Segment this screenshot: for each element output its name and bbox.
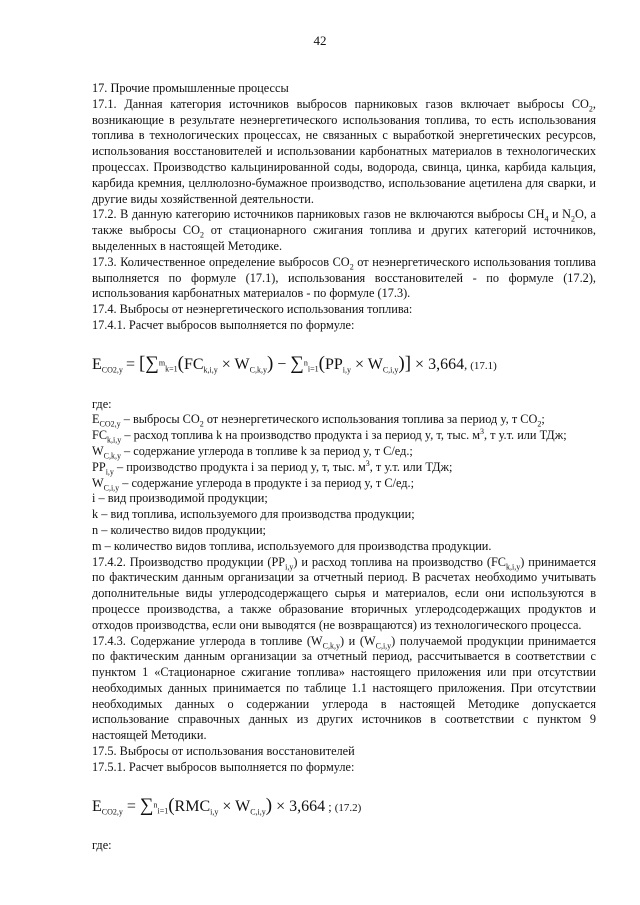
where-label: где: <box>92 396 112 411</box>
document-body <box>86 81 596 854</box>
definition-i: i – вид производимой продукции; <box>92 491 268 506</box>
paragraph-17-4-2: 17.4.2. Производство продукции $(PP_{i,y})$ и расход топлива на производство $(FC_{k,i,y})$ принимается по фактическим данным организации за отчетный период. В расчетах необходимо учитывать дополнительные виды углеродсодержащего сырья и материалов, если они используются в процессе производства, а также образование вторичных углеродсодержащих продуктов и отходов производства, если они выводятся (не возвращаются) из технологического процесса. <box>92 554 596 632</box>
definition-fc: $FC_{k,i,y}$ – расход топлива k на производство продукта i за период y, т, тыс. $м^3$, т у.т. или ТДж; <box>92 427 567 445</box>
paragraph-17-5-1: 17.5.1. Расчет выбросов выполняется по формуле: <box>92 759 355 774</box>
paragraph-17-5: 17.5. Выбросы от использования восстановителей <box>92 744 355 759</box>
section-17-title: 17. Прочие промышленные процессы <box>92 81 289 95</box>
page-number: 42 <box>313 33 327 48</box>
paragraph-17-3: 17.3. Количественное определение выбросов $CO_2$ от неэнергетического использования топлива выполняется по формуле (17.1), использования восстановителей - по формуле (17.2), использования карбонатных материалов - по формуле (17.3). <box>92 254 596 301</box>
paragraph-17-4-3: 17.4.3. Содержание углерода в топливе $(W_{C,k,y})$ и $(W_{C,i,y})$ получаемой продукции принимается по фактическим данным организации за отчетный период, рассчитывается в соответствии с пунктом 1 «Стационарное сжигание топлива» настоящего приложения или при отсутствии необходимых данных принимается по таблице 1.1 настоящего приложения. При отсутствии необходимых данных о содержании углерода в настоящей Методике допускается использование справочных данных из других источников в соответствии с пунктом 9 настоящей Методики. <box>92 633 597 743</box>
definition-k: k – вид топлива, используемого для производства продукции; <box>92 507 415 522</box>
definition-wci: $W_{C,i,y}$ – содержание углерода в продукте i за период y, т С/ед.; <box>92 475 415 492</box>
formula-17-2: $E_{CO2,y} = \sum^n_{i=1}(RMC_{i,y} \times W_{C,i,y}) \times 3,664$ ; (17.2) <box>92 794 362 817</box>
definition-m: m – количество видов топлива, используемого для производства продукции. <box>92 538 492 553</box>
paragraph-17-4-1: 17.4.1. Расчет выбросов выполняется по формуле: <box>92 317 355 332</box>
where-label-2: где: <box>92 838 112 853</box>
definition-wck: $W_{C,k,y}$ – содержание углерода в топливе k за период y, т С/ед.; <box>92 443 413 461</box>
paragraph-17-4: 17.4. Выбросы от неэнергетического использования топлива: <box>92 302 413 317</box>
formula-17-1: $E_{CO2,y} = [\sum^m_{k=1}(FC_{k,i,y} \times W_{C,k,y}) - \sum^n_{i=1}(PP_{i,y} \times W_{C,i,y})] \times 3,664$, (17.1) <box>92 352 497 375</box>
definition-eco2: $E_{CO2,y}$ – выбросы $CO_2$ от неэнергетического использования топлива за период y, т $CO_2$; <box>92 412 545 429</box>
definition-pp: $PP_{i,y}$ – производство продукта i за период y, т, тыс. $м^3$, т у.т. или ТДж; <box>92 458 453 477</box>
paragraph-17-2: 17.2. В данную категорию источников парниковых газов не включаются выбросы $CH_4$ и $N_2O$, а также выбросы $CO_2$ от стационарного сжигания топлива и других категорий источников, выделенных в настоящей Методике. <box>92 207 596 253</box>
paragraph-17-1: 17.1. Данная категория источников выбросов парниковых газов включает выбросы $CO_2$, возникающие в результате неэнергетического использования топлива, то есть использования топлива в технологических процессах, не связанных с выработкой энергетических ресурсов, использования восстановителей и использовании карбонатных материалов в технологических процессах. Производство кальцинированной соды, водорода, свинца, цинка, карбида кальция, карбида кремния, целлюлозно-бумажное производство, использование ацетилена для сварки, и другие виды хозяйственной деятельности. <box>92 96 596 206</box>
definition-n: n – количество видов продукции; <box>92 522 266 537</box>
